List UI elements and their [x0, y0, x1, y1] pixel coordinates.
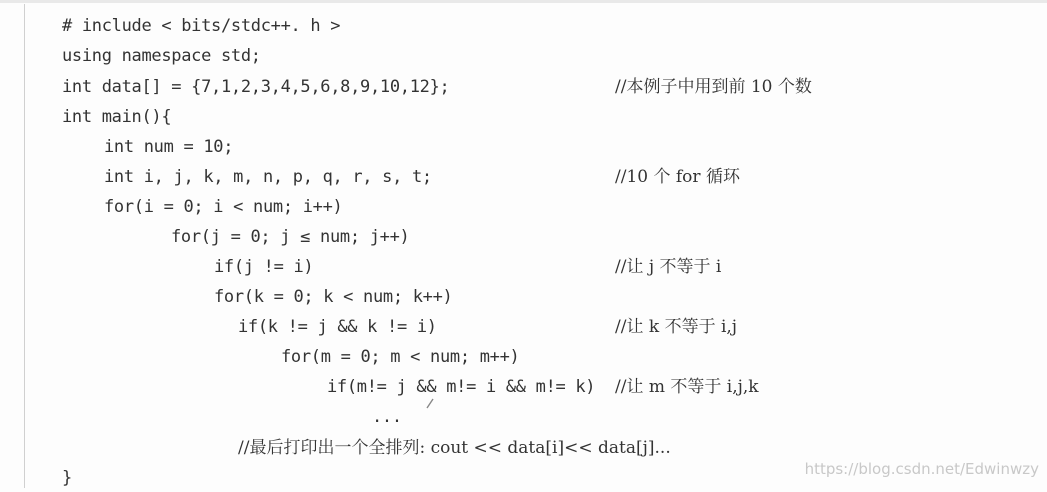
code-line-namespace: using namespace std;: [62, 46, 261, 66]
code-line-print-comment: //最后打印出一个全排列: cout << data[i]<< data[j]...: [238, 438, 671, 458]
code-line-for-j: for(j = 0; j ≤ num; j++): [171, 227, 410, 247]
code-line-num: int num = 10;: [104, 137, 234, 157]
pen-mark: [425, 398, 435, 410]
code-line-ellipsis: ...: [372, 407, 402, 427]
comment-first-ten: //本例子中用到前 10 个数: [615, 77, 812, 97]
left-border: [24, 4, 25, 488]
code-line-if-k: if(k != j && k != i): [238, 317, 437, 337]
code-line-include: # include < bits/stdc++. h >: [62, 16, 341, 36]
comment-ten-loops: //10 个 for 循环: [615, 167, 740, 187]
watermark: https://blog.csdn.net/Edwinwzy: [804, 460, 1039, 478]
code-line-closing-brace: }: [62, 468, 72, 488]
comment-j-not-i: //让 j 不等于 i: [615, 257, 722, 277]
code-line-for-m: for(m = 0; m < num; m++): [281, 347, 520, 367]
code-line-for-i: for(i = 0; i < num; i++): [104, 197, 343, 217]
code-line-for-k: for(k = 0; k < num; k++): [214, 287, 453, 307]
code-line-data-array: int data[] = {7,1,2,3,4,5,6,8,9,10,12};: [62, 77, 450, 97]
top-edge: [0, 0, 1047, 3]
code-line-if-m: if(m!= j && m!= i && m!= k): [327, 377, 596, 397]
code-line-main: int main(){: [62, 107, 172, 127]
comment-k-not-ij: //让 k 不等于 i,j: [615, 317, 738, 337]
comment-m-not-ijk: //让 m 不等于 i,j,k: [615, 377, 759, 397]
code-line-declarations: int i, j, k, m, n, p, q, r, s, t;: [104, 167, 432, 187]
code-line-if-j: if(j != i): [214, 257, 314, 277]
